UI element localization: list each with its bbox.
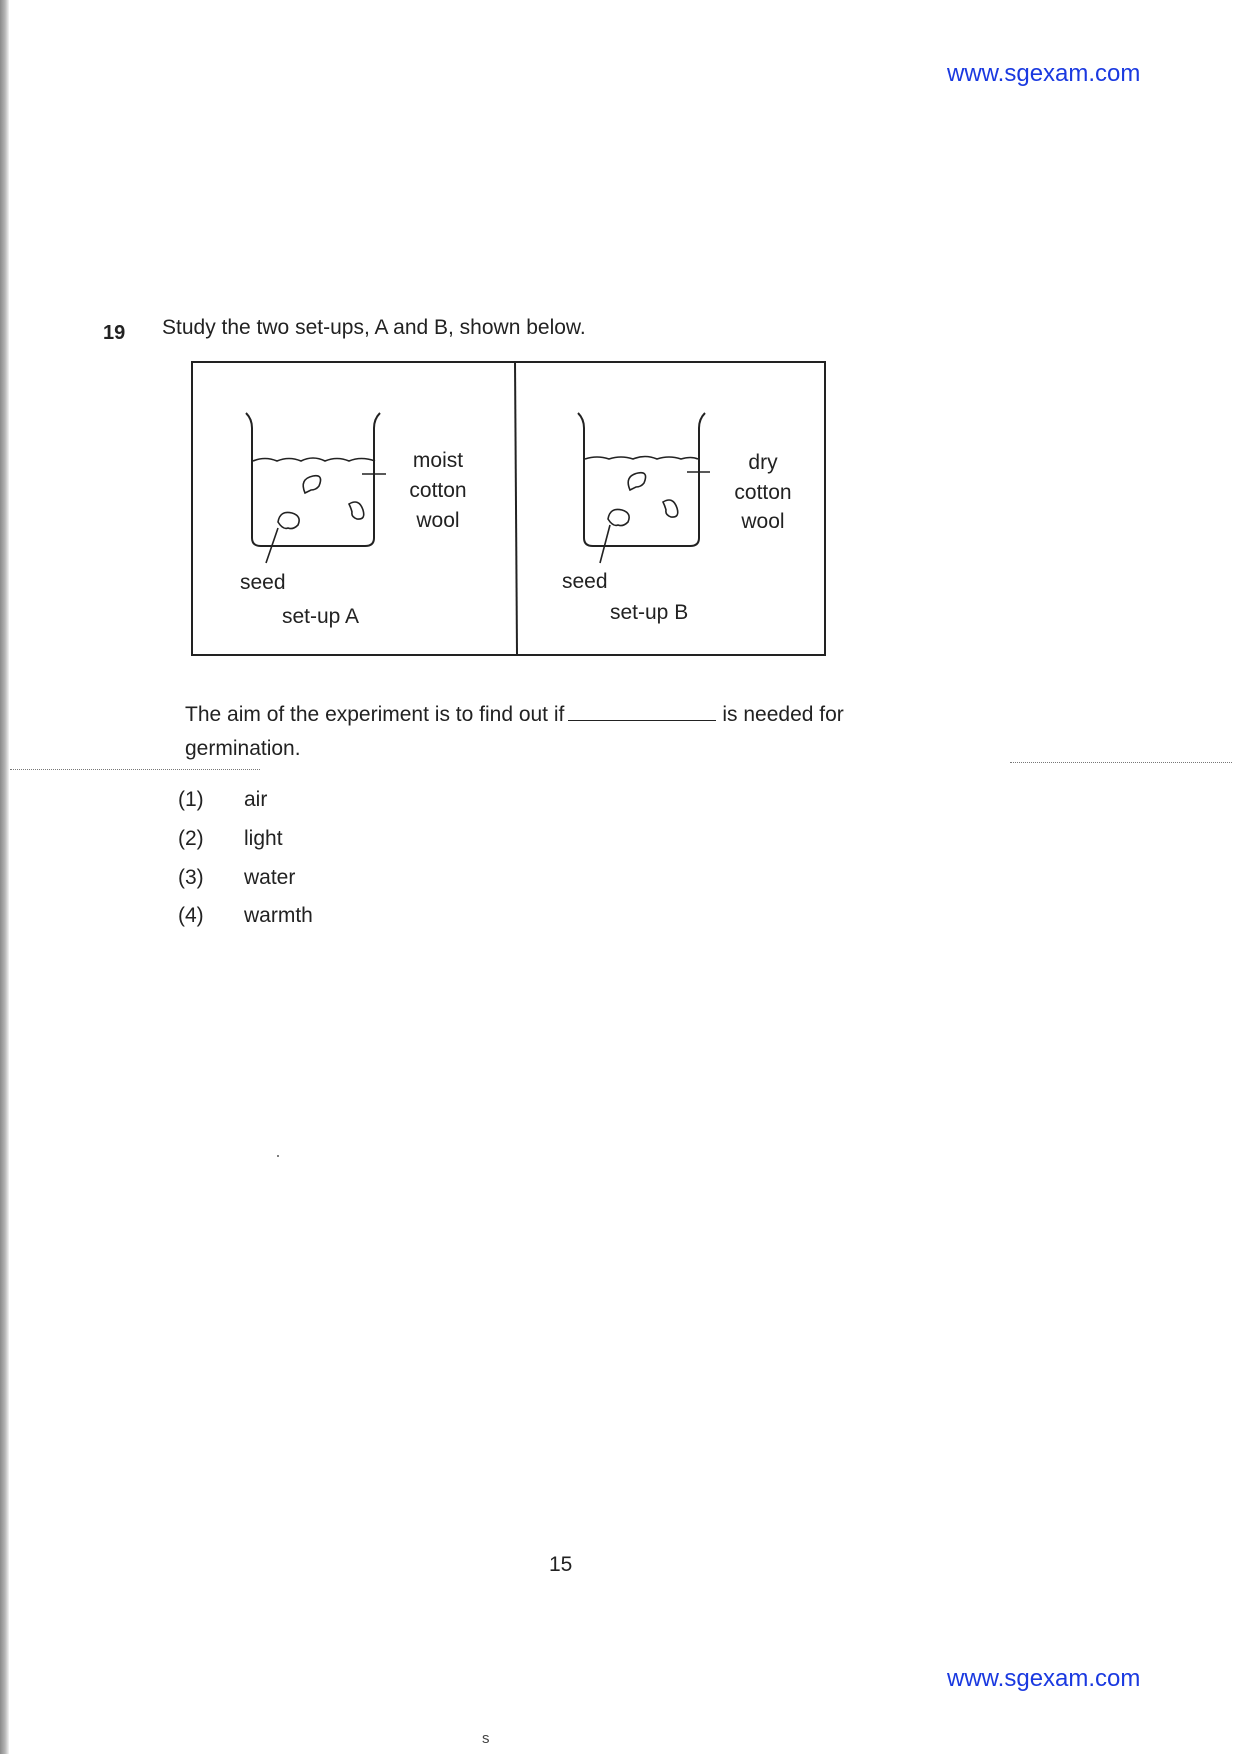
option-1 [178,788,267,812]
scan-left-edge [0,0,9,1754]
dotted-line-left [10,769,260,770]
seed-icon [608,473,678,526]
scan-speck [277,1155,279,1157]
option-4 [178,904,313,928]
aim-text-before: The aim of the experiment is to find out if [185,703,565,726]
option-number: (3) [178,866,204,889]
material-b-line3: wool [741,510,785,533]
option-number: (1) [178,788,204,811]
option-text: light [244,827,283,850]
dotted-line-right [1010,762,1232,763]
aim-sentence [185,703,844,727]
material-a-line3: wool [416,509,460,532]
seed-label-a: seed [240,571,286,594]
material-a-line1: moist [412,449,464,472]
beaker-b [578,413,705,546]
material-b-line2: cotton [734,481,792,504]
beaker-a [246,413,380,546]
aim-text-after: is needed for [722,703,844,726]
watermark-top: www.sgexam.com [947,60,1141,87]
cotton-wool-surface-a [253,458,375,461]
setup-diagram [190,357,830,659]
seed-icon [278,476,364,529]
watermark-bottom: www.sgexam.com [947,1665,1141,1692]
option-text: water [244,866,296,889]
option-text: air [244,788,268,811]
material-a-line2: cotton [409,479,467,502]
option-text: warmth [244,904,313,927]
scan-mark: s [482,1730,490,1747]
setup-b-label: set-up B [610,601,689,624]
question-number: 19 [103,322,126,344]
material-b-line1: dry [748,451,778,474]
aim-text-end: germination. [185,737,301,760]
answer-blank [568,706,716,721]
page-number: 15 [549,1553,573,1576]
seed-pointer-b [600,525,610,563]
diagram-divider [515,361,517,654]
cotton-wool-surface-b [585,457,698,460]
setup-a [240,413,467,628]
option-number: (2) [178,827,204,850]
option-number: (4) [178,904,204,927]
option-2 [178,827,283,851]
seed-label-b: seed [562,570,608,593]
option-3 [178,866,295,890]
setup-b [562,413,792,624]
setup-a-label: set-up A [282,605,360,628]
question-prompt: Study the two set-ups, A and B, shown below. [162,316,586,339]
